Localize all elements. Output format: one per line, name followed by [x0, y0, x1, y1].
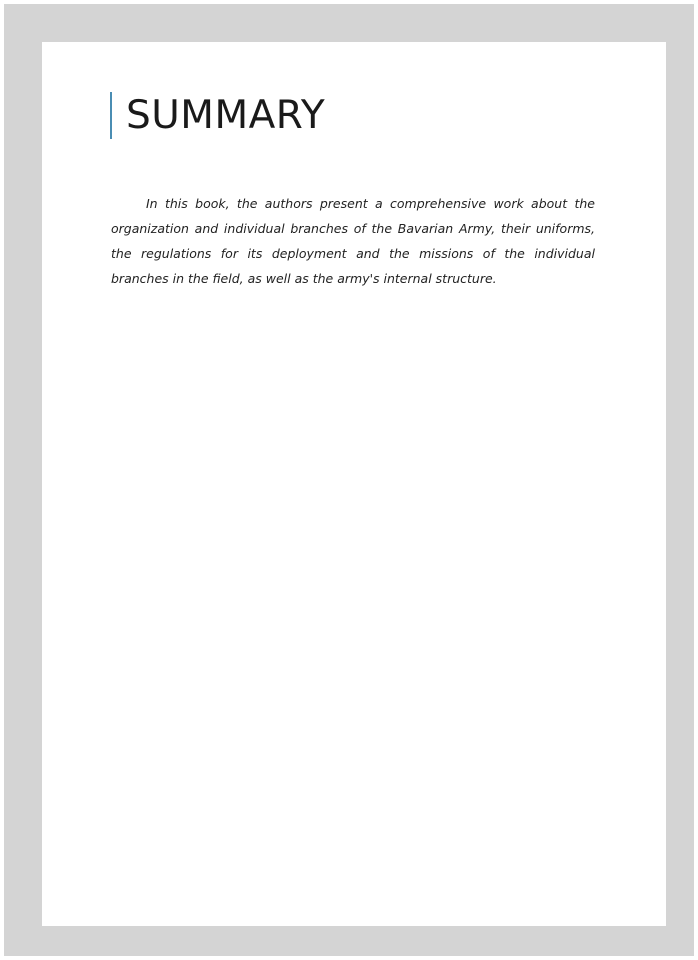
document-page: [42, 42, 666, 926]
summary-paragraph: In this book, the authors present a comprehensive work about the organization and individual branches of the Bavarian Army, their uniforms, the regulations for its deployment and the missions of the individual branches in the field, as well as the army's internal structure.: [111, 196, 595, 286]
page-title: SUMMARY: [126, 93, 326, 138]
heading-accent-bar: [110, 92, 112, 139]
page-border: [4, 4, 694, 956]
